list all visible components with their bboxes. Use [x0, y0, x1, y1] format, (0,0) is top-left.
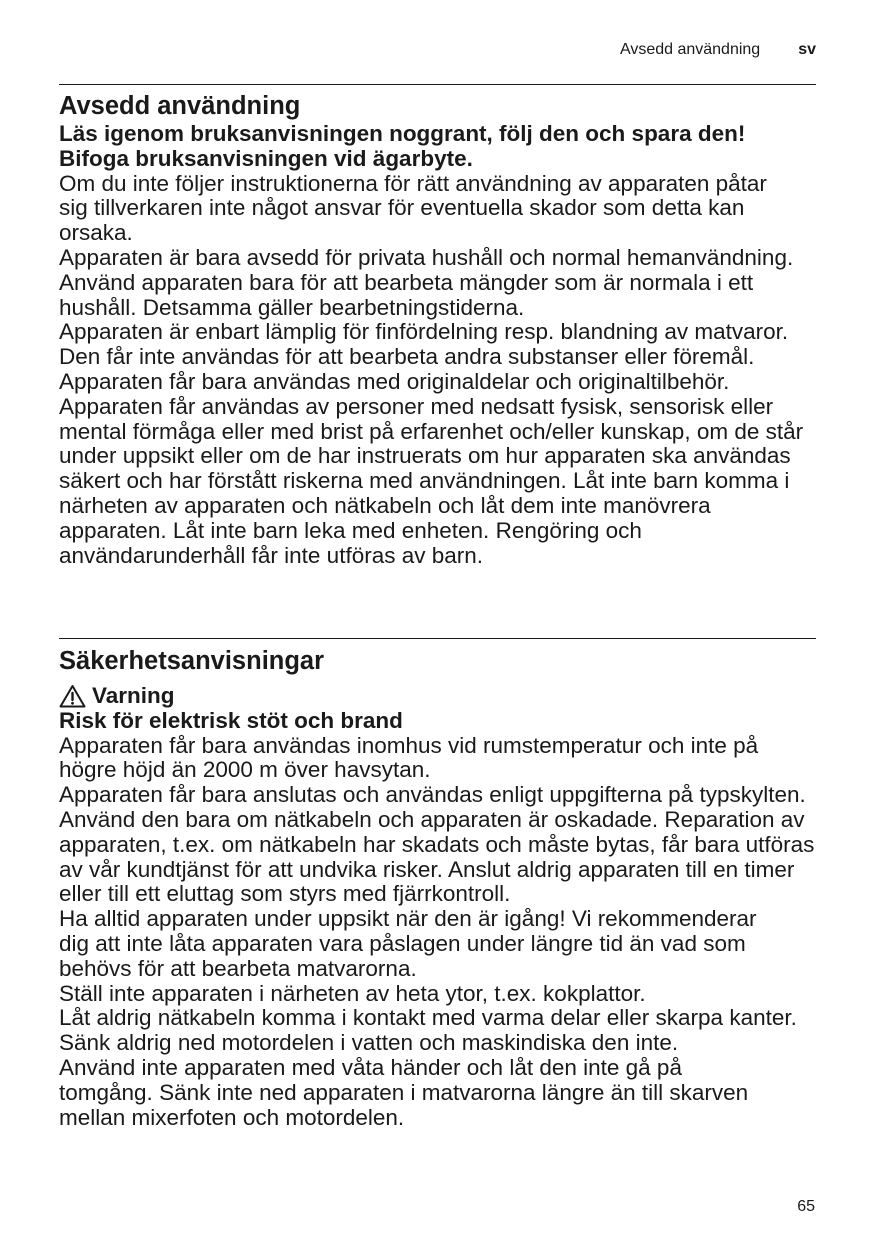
intended-use-paragraph: Apparaten är bara avsedd för privata hushåll och normal hemanvändning. Använd apparaten bara för att bearbeta mängder som är normala i ett hushåll. Detsamma gäller bearbetningstiderna.	[59, 244, 794, 320]
intended-use-heading: Avsedd användning	[59, 92, 301, 120]
safety-paragraph: Apparaten får bara användas inomhus vid rumstemperatur och inte på högre höjd än 2000 m över havsytan.	[59, 732, 759, 783]
warning-label: Varning	[92, 683, 175, 708]
intended-use-paragraph: Apparaten är enbart lämplig för finfördelning resp. blandning av matvaror. Den får inte användas för att bearbeta andra substanser eller föremål. Apparaten får bara användas med originaldelar och originaltilbehör.	[59, 319, 789, 394]
safety-paragraph: Låt aldrig nätkabeln komma i kontakt med varma delar eller skarpa kanter.	[59, 1005, 797, 1031]
page-number: 65	[797, 1198, 815, 1215]
header-section-title: Avsedd användning	[619, 41, 761, 58]
safety-paragraph: Apparaten får bara anslutas och användas enligt uppgifterna på typskylten. Använd den bara om nätkabeln och apparaten är oskadade. Reparation av apparaten, t.ex. om nätkabeln har skadats och måste bytas, får bara utföras av vår kundtjänst för att undvika risker. Anslut aldrig apparaten till en timer eller till ett eluttag som styrs med fjärrkontroll.	[59, 782, 815, 907]
warning-triangle-icon	[59, 684, 86, 708]
safety-paragraph: Ställ inte apparaten i närheten av heta ytor, t.ex. kokplattor.	[59, 980, 646, 1006]
intended-use-paragraph: Om du inte följer instruktionerna för rätt användning av apparaten påtar sig tillverkaren inte något ansvar för eventuella skador som detta kan orsaka.	[59, 170, 767, 246]
safety-paragraph: Sänk aldrig ned motordelen i vatten och maskindiska den inte.	[59, 1030, 679, 1056]
safety-paragraph: Använd inte apparaten med våta händer och låt den inte gå på tomgång. Sänk inte ned apparaten i matvarorna längre än till skarven mellan mixerfoten och motordelen.	[59, 1054, 749, 1130]
safety-heading: Säkerhetsanvisningar	[59, 647, 325, 675]
section-divider-top	[59, 84, 816, 85]
running-header	[620, 40, 816, 60]
section-divider-safety	[59, 638, 816, 639]
intended-use-paragraph: Apparaten får användas av personer med nedsatt fysisk, sensorisk eller mental förmåga eller med brist på erfarenhet och/eller kunskap, om de står under uppsikt eller om de har instruerats om hur apparaten ska användas säkert och har förstått riskerna med användningen. Låt inte barn komma i närheten av apparaten och nätkabeln och låt dem inte manövrera apparaten. Låt inte barn leka med enheten. Rengöring och användarunderhåll får inte utföras av barn.	[59, 393, 804, 568]
warning-line	[59, 684, 819, 709]
intended-use-section	[59, 92, 819, 568]
intended-use-lead: Läs igenom bruksanvisningen noggrant, följ den och spara den! Bifoga bruksanvisningen vid ägarbyte.	[59, 121, 746, 171]
risk-heading: Risk för elektrisk stöt och brand	[59, 707, 403, 733]
safety-section	[59, 647, 819, 1130]
header-language-code: sv	[798, 41, 816, 58]
safety-paragraph: Ha alltid apparaten under uppsikt när den är igång! Vi rekommenderar dig att inte låta apparaten vara påslagen under längre tid än vad som behövs för att bearbeta matvarorna.	[59, 906, 757, 981]
